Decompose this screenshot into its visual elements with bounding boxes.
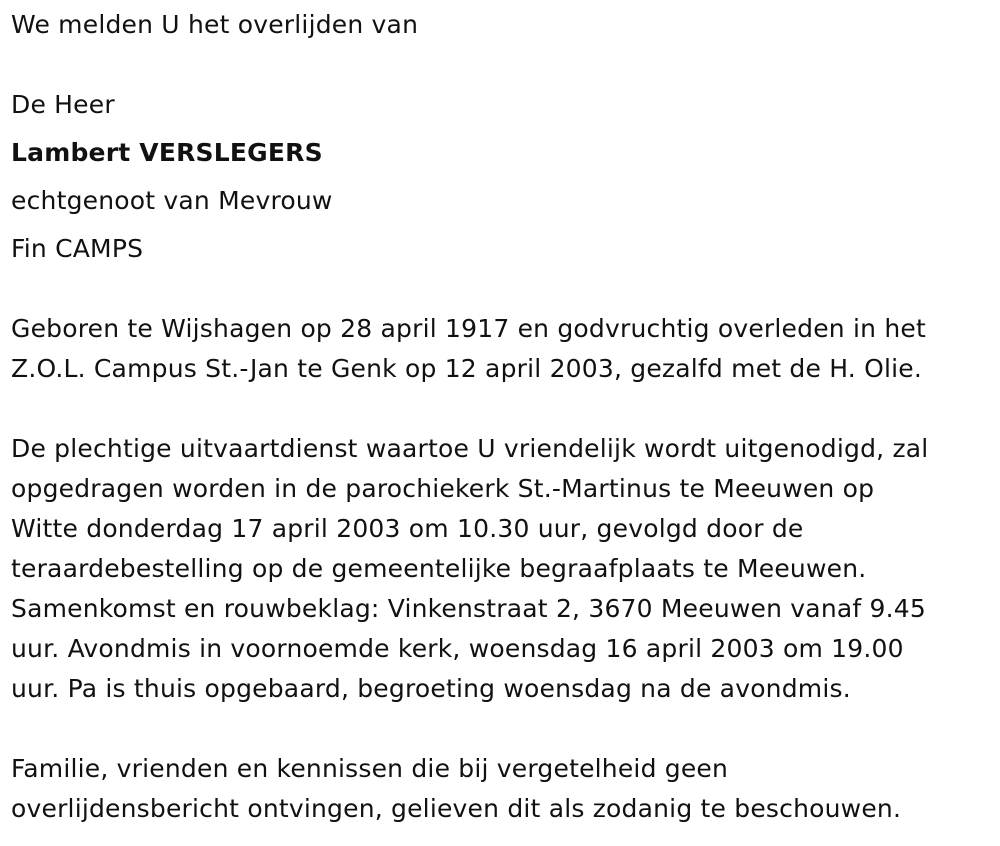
spouse-label: echtgenoot van Mevrouw: [11, 186, 333, 215]
intro-text: We melden U het overlijden van: [11, 10, 419, 39]
paragraph-line: uur. Avondmis in voornoemde kerk, woensdag 16 april 2003 om 19.00: [11, 634, 904, 663]
paragraph-line: De plechtige uitvaartdienst waartoe U vriendelijk wordt uitgenodigd, zal: [11, 434, 929, 463]
salutation: De Heer: [11, 90, 115, 119]
paragraph-line: opgedragen worden in de parochiekerk St.-Martinus te Meeuwen op: [11, 474, 875, 503]
paragraph-line: Samenkomst en rouwbeklag: Vinkenstraat 2, 3670 Meeuwen vanaf 9.45: [11, 594, 927, 623]
paragraph-line: teraardebestelling op de gemeentelijke begraafplaats te Meeuwen.: [11, 554, 867, 583]
paragraph-line: Z.O.L. Campus St.-Jan te Genk op 12 april 2003, gezalfd met de H. Olie.: [11, 354, 922, 383]
paragraph-line: Familie, vrienden en kennissen die bij vergetelheid geen: [11, 754, 729, 783]
paragraph-line: Witte donderdag 17 april 2003 om 10.30 uur, gevolgd door de: [11, 514, 804, 543]
deceased-name: Lambert VERSLEGERS: [11, 138, 323, 167]
paragraph-line: uur. Pa is thuis opgebaard, begroeting woensdag na de avondmis.: [11, 674, 851, 703]
paragraph-line: overlijdensbericht ontvingen, gelieven dit als zodanig te beschouwen.: [11, 794, 902, 823]
paragraph-line: Geboren te Wijshagen op 28 april 1917 en godvruchtig overleden in het: [11, 314, 926, 343]
spouse-name: Fin CAMPS: [11, 234, 144, 263]
